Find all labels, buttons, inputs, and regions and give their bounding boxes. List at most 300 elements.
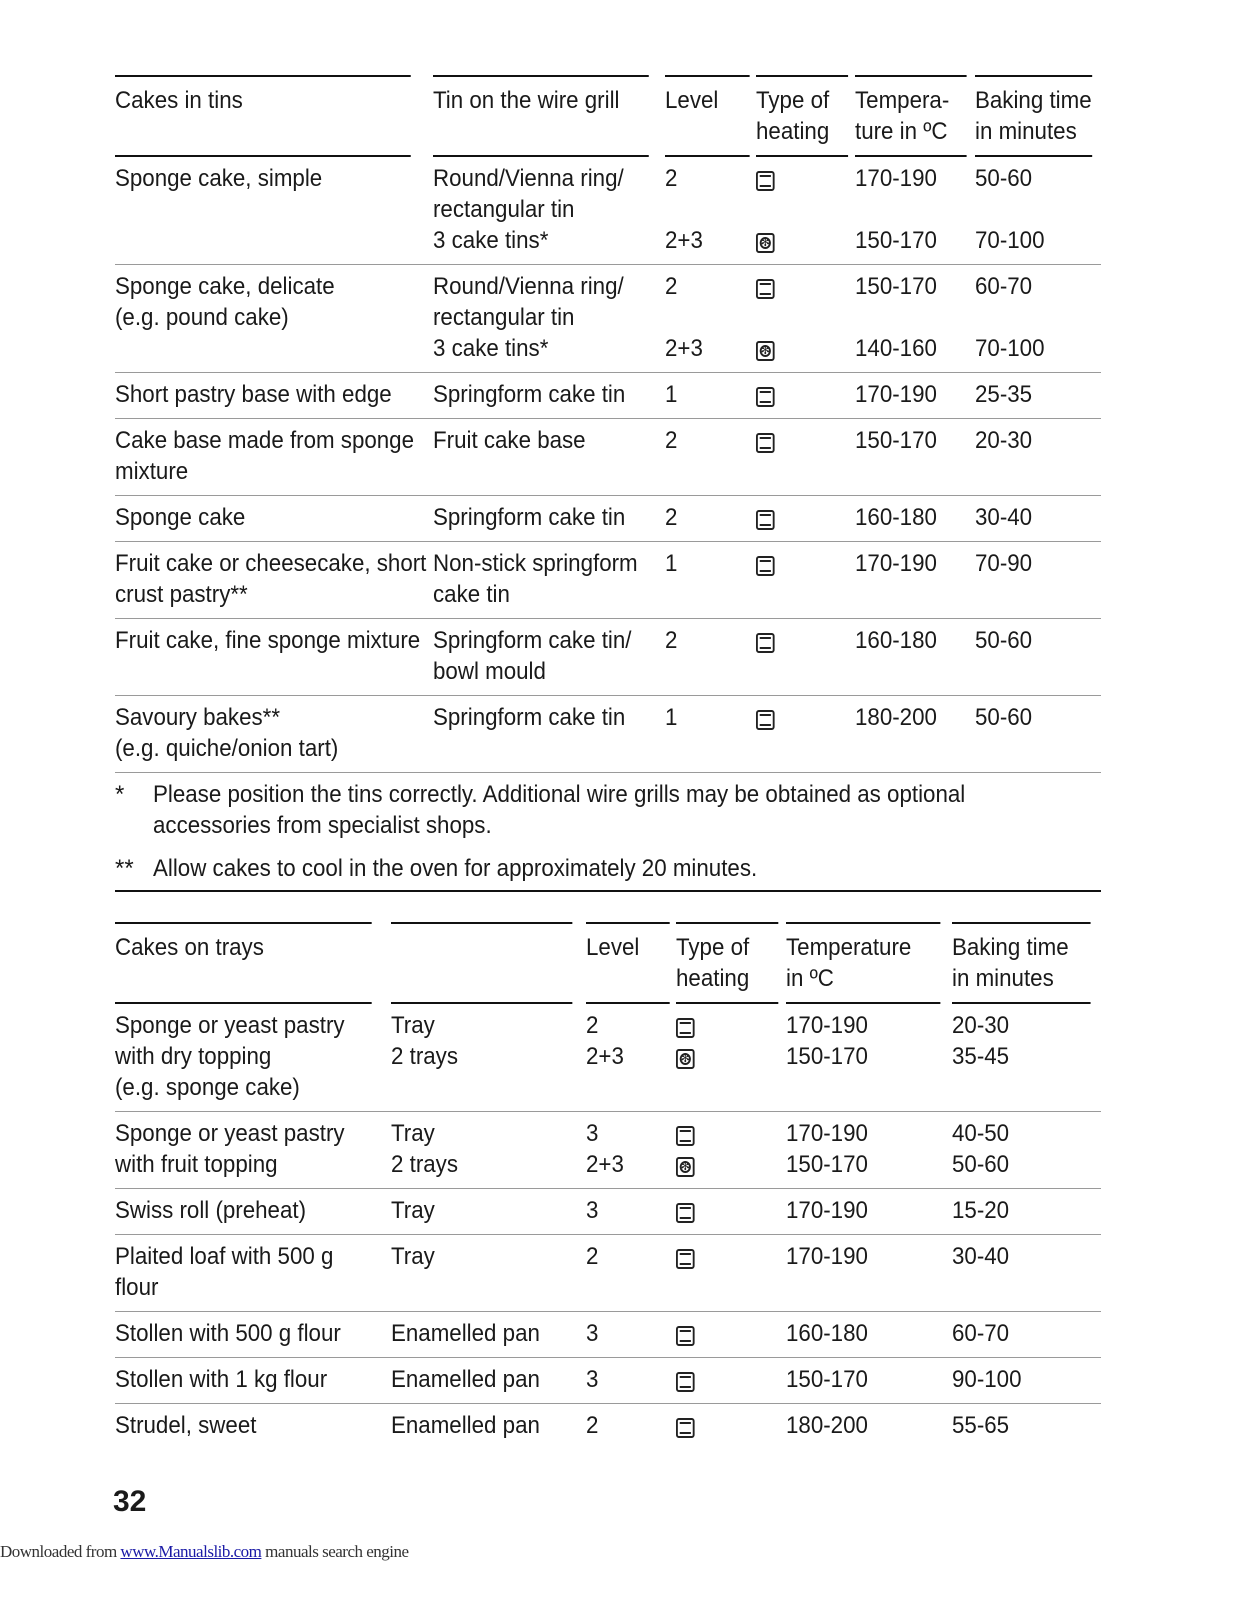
cell-text [115, 656, 411, 687]
heating-mode-slot [676, 1272, 778, 1303]
column-header [586, 922, 670, 1004]
heating-mode-slot [676, 1318, 778, 1349]
cell-content [756, 271, 848, 364]
cell-content [433, 379, 649, 410]
cell-text [115, 225, 411, 256]
cell-temp [855, 419, 975, 496]
cell-text: Plaited loaf with 500 g [115, 1243, 334, 1270]
cell-text: 160-180 [855, 627, 937, 654]
cell-text [786, 1072, 940, 1103]
cell-text: 1 [665, 704, 678, 731]
cell-dish [115, 496, 433, 542]
heating-mode-slot [756, 333, 848, 364]
cell-text: Tray [391, 1243, 435, 1270]
cell-content [855, 379, 967, 410]
table-row [115, 1404, 1101, 1449]
cell-text [665, 456, 750, 487]
table-row [115, 1358, 1101, 1404]
cell-text: 40-50 [952, 1120, 1010, 1147]
cell-text [855, 194, 967, 225]
hot-air-icon [756, 233, 775, 253]
cell-text: Enamelled pan [391, 1320, 540, 1347]
cell-text [975, 656, 1092, 687]
hot-air-icon [756, 341, 775, 361]
cell-text: Short pastry base with edge [115, 381, 392, 408]
cell-content [952, 1010, 1091, 1103]
cell-content [433, 163, 649, 256]
header-text: in minutes [975, 118, 1077, 145]
cell-temp [855, 496, 975, 542]
cell-text: with dry topping [115, 1043, 272, 1070]
cell-content [676, 1118, 778, 1180]
cell-text: 50-60 [975, 627, 1033, 654]
cell-temp [786, 1358, 952, 1404]
cell-content [786, 1318, 940, 1349]
cell-text: bowl mould [433, 658, 546, 685]
footnote [115, 853, 1101, 884]
footnote [115, 779, 1101, 841]
cell-heating [756, 696, 855, 772]
cell-content [676, 1241, 778, 1303]
column-header [786, 922, 940, 1004]
cell-tin [433, 496, 665, 542]
cell-heating [756, 157, 855, 265]
cell-heating [756, 542, 855, 619]
cell-content [952, 1318, 1091, 1349]
cell-content [391, 1010, 572, 1103]
cell-text: Round/Vienna ring/ [433, 273, 624, 300]
cell-text: 3 [586, 1320, 599, 1347]
top-bottom-heat-icon [676, 1203, 695, 1223]
cell-content [586, 1410, 670, 1441]
cell-content [586, 1318, 670, 1349]
cell-content [665, 425, 750, 487]
footnote-mark: ** [115, 855, 134, 882]
cell-content [391, 1318, 572, 1349]
header-text: in minutes [952, 965, 1054, 992]
cell-text [586, 1072, 670, 1103]
cell-text: 170-190 [786, 1243, 868, 1270]
cell-text: 170-190 [855, 381, 937, 408]
cell-dish [115, 1189, 391, 1235]
cell-tray [391, 1404, 586, 1449]
heating-mode-slot [676, 1010, 778, 1041]
cell-content [115, 379, 411, 410]
heating-mode-slot [676, 1149, 778, 1180]
table-row [115, 496, 1101, 542]
cell-text: Swiss roll (preheat) [115, 1197, 307, 1224]
cell-content [433, 502, 649, 533]
cell-text: 1 [665, 550, 678, 577]
cell-time [952, 1189, 1101, 1235]
header-text: Tempera- [855, 87, 950, 114]
column-header [665, 75, 750, 157]
table-header-row [115, 922, 1101, 1004]
cell-level [665, 496, 756, 542]
cell-heating [756, 619, 855, 696]
cell-time [975, 157, 1101, 265]
cell-temp [786, 1312, 952, 1358]
column-header [756, 75, 848, 157]
cell-text [433, 733, 649, 764]
column-header [391, 922, 572, 1004]
cell-text: Strudel, sweet [115, 1412, 257, 1439]
cell-dish [115, 1404, 391, 1449]
cell-heating [676, 1112, 786, 1189]
header-text: heating [756, 118, 830, 145]
cell-content [586, 1010, 670, 1103]
cell-text [855, 456, 967, 487]
cell-content [952, 1195, 1091, 1226]
cell-text: 180-200 [786, 1412, 868, 1439]
cell-time [975, 265, 1101, 373]
cell-tray [391, 1358, 586, 1404]
table-row [115, 1312, 1101, 1358]
cell-text: 50-60 [975, 704, 1033, 731]
cell-time [975, 619, 1101, 696]
cell-content [433, 625, 649, 687]
cell-text [952, 1072, 1091, 1103]
heating-mode-slot [676, 1410, 778, 1441]
cell-text [855, 579, 967, 610]
cell-text [391, 1272, 572, 1303]
hot-air-icon [676, 1157, 695, 1177]
page-number: 32 [113, 1485, 147, 1518]
cell-text: flour [115, 1274, 159, 1301]
cell-text: mixture [115, 458, 189, 485]
header-text: Cakes on trays [115, 934, 264, 961]
cell-dish [115, 373, 433, 419]
cell-temp [855, 619, 975, 696]
cell-text: 3 [586, 1120, 599, 1147]
cell-temp [786, 1189, 952, 1235]
cell-temp [855, 157, 975, 265]
cell-text: 30-40 [952, 1243, 1010, 1270]
cell-time [975, 419, 1101, 496]
table-row [115, 1112, 1101, 1189]
cell-level [586, 1358, 676, 1404]
cell-content [975, 425, 1092, 487]
cell-text: 50-60 [952, 1151, 1010, 1178]
cell-content [391, 1364, 572, 1395]
page-content [115, 75, 1101, 1449]
cell-time [975, 373, 1101, 419]
cell-text: 60-70 [952, 1320, 1010, 1347]
cell-heating [676, 1189, 786, 1235]
download-prefix: Downloaded from [0, 1542, 121, 1561]
cell-dish [115, 157, 433, 265]
header-text: ture in ºC [855, 118, 948, 145]
cell-text: 170-190 [855, 165, 937, 192]
cell-content [756, 548, 848, 610]
heating-mode-slot [676, 1195, 778, 1226]
header-text: Tin on the wire grill [433, 87, 620, 114]
cell-text [975, 302, 1092, 333]
cell-text: crust pastry** [115, 581, 248, 608]
cell-text: 140-160 [855, 335, 937, 362]
column-header [975, 75, 1092, 157]
cell-level [665, 265, 756, 373]
table-row [115, 157, 1101, 265]
cell-text: Sponge cake [115, 504, 246, 531]
cell-text: 30-40 [975, 504, 1033, 531]
footnote-text: Allow cakes to cool in the oven for approximately 20 minutes. [153, 855, 758, 882]
cell-tin [433, 265, 665, 373]
cell-temp [786, 1404, 952, 1449]
cell-content [115, 1410, 372, 1441]
cell-text: Fruit cake, fine sponge mixture [115, 627, 421, 654]
cell-content [855, 271, 967, 364]
top-bottom-heat-icon [756, 710, 775, 730]
cell-text: (e.g. quiche/onion tart) [115, 735, 339, 762]
cell-content [665, 379, 750, 410]
cell-level [586, 1112, 676, 1189]
cell-text: with fruit topping [115, 1151, 278, 1178]
cell-time [952, 1235, 1101, 1312]
cell-content [786, 1010, 940, 1103]
cell-text: 150-170 [855, 427, 937, 454]
cell-content [586, 1195, 670, 1226]
heating-mode-slot [756, 425, 848, 456]
cell-text: rectangular tin [433, 304, 575, 331]
column-header [676, 922, 778, 1004]
cell-content [665, 548, 750, 610]
cell-text: 3 cake tins* [433, 335, 549, 362]
cell-dish [115, 1358, 391, 1404]
cell-tin [433, 696, 665, 772]
footnote-text: Please position the tins correctly. Additional wire grills may be obtained as optional accessories from specialist shops. [153, 781, 966, 839]
cell-level [665, 419, 756, 496]
top-bottom-heat-icon [676, 1372, 695, 1392]
cell-content [115, 702, 411, 764]
cell-level [586, 1312, 676, 1358]
cell-text: 70-100 [975, 227, 1045, 254]
hot-air-icon [676, 1049, 695, 1069]
cell-text: 20-30 [952, 1012, 1010, 1039]
cell-heating [756, 265, 855, 373]
cell-content [115, 1195, 372, 1226]
cell-content [756, 379, 848, 410]
cell-text: 70-90 [975, 550, 1033, 577]
heating-mode-slot [756, 225, 848, 256]
cell-content [665, 625, 750, 687]
cell-text: Sponge or yeast pastry [115, 1120, 345, 1147]
header-text: heating [676, 965, 750, 992]
cell-text [975, 579, 1092, 610]
heating-mode-slot [756, 548, 848, 579]
cell-content [676, 1410, 778, 1441]
cell-dish [115, 1004, 391, 1112]
cell-text: 2+3 [586, 1151, 624, 1178]
cell-content [115, 502, 411, 533]
heating-mode-slot [756, 502, 848, 533]
cell-content [391, 1195, 572, 1226]
cell-content [855, 425, 967, 487]
header-text: Level [586, 934, 640, 961]
heating-mode-slot [756, 271, 848, 302]
cell-text [115, 333, 411, 364]
cell-level [586, 1004, 676, 1112]
cell-text: 3 [586, 1197, 599, 1224]
cell-text [952, 1272, 1091, 1303]
cell-text: Tray [391, 1012, 435, 1039]
cell-content [975, 163, 1092, 256]
heating-mode-slot [756, 456, 848, 487]
cell-text [665, 733, 750, 764]
cell-content [391, 1410, 572, 1441]
top-bottom-heat-icon [676, 1249, 695, 1269]
cell-text: 2+3 [665, 227, 703, 254]
cell-content [115, 425, 415, 487]
cell-temp [786, 1112, 952, 1189]
cell-content [391, 1241, 572, 1303]
table-row [115, 696, 1101, 772]
cell-text: 2 [586, 1243, 599, 1270]
cell-heating [756, 496, 855, 542]
cell-text: 180-200 [855, 704, 937, 731]
cell-content [786, 1364, 940, 1395]
download-suffix: manuals search engine [261, 1542, 409, 1561]
cell-content [676, 1010, 778, 1103]
cell-time [975, 542, 1101, 619]
top-bottom-heat-icon [676, 1418, 695, 1438]
cell-content [952, 1118, 1091, 1180]
cell-text: 25-35 [975, 381, 1033, 408]
header-text: Baking time [975, 87, 1092, 114]
cell-text: Springform cake tin [433, 704, 626, 731]
cell-level [665, 157, 756, 265]
cell-content [391, 1118, 572, 1180]
cell-content [115, 1241, 372, 1303]
cell-content [786, 1195, 940, 1226]
cell-text: 160-180 [786, 1320, 868, 1347]
column-header [115, 75, 411, 157]
cell-text [391, 1072, 572, 1103]
heating-mode-slot [756, 579, 848, 610]
heating-mode-slot [676, 1241, 778, 1272]
cell-level [586, 1235, 676, 1312]
cell-text: 2 [665, 627, 678, 654]
cell-time [952, 1112, 1101, 1189]
cell-dish [115, 419, 433, 496]
cell-content [756, 163, 848, 256]
cell-text: rectangular tin [433, 196, 575, 223]
cell-content [665, 502, 750, 533]
cell-content [433, 271, 649, 364]
cell-content [975, 379, 1092, 410]
manualslib-link[interactable]: www.Manualslib.com [120, 1542, 262, 1561]
cell-text: 2 trays [391, 1151, 458, 1178]
cell-content [975, 502, 1092, 533]
top-bottom-heat-icon [756, 171, 775, 191]
cell-text: Round/Vienna ring/ [433, 165, 624, 192]
cell-time [952, 1312, 1101, 1358]
cell-text: Stollen with 1 kg flour [115, 1366, 328, 1393]
cell-level [665, 696, 756, 772]
cell-text: 2 [665, 427, 678, 454]
cell-text: 60-70 [975, 273, 1033, 300]
table-row [115, 1235, 1101, 1312]
header-text: Level [665, 87, 719, 114]
cell-content [433, 425, 649, 487]
cell-heating [756, 373, 855, 419]
cell-content [676, 1195, 778, 1226]
cell-content [855, 502, 967, 533]
table-header-row [115, 75, 1101, 157]
cell-text: Springform cake tin [433, 381, 626, 408]
cell-text [665, 302, 750, 333]
cell-text: 2 [586, 1412, 599, 1439]
cell-temp [855, 542, 975, 619]
top-bottom-heat-icon [756, 633, 775, 653]
top-bottom-heat-icon [676, 1326, 695, 1346]
cell-dish [115, 1112, 391, 1189]
cell-content [952, 1364, 1091, 1395]
cell-heating [756, 419, 855, 496]
cell-content [676, 1364, 778, 1395]
cell-text: Savoury bakes** [115, 704, 281, 731]
header-text: in ºC [786, 965, 834, 992]
cell-dish [115, 1235, 391, 1312]
cell-text: cake tin [433, 581, 510, 608]
cell-text: Tray [391, 1120, 435, 1147]
table-row [115, 419, 1101, 496]
header-text: Type of [676, 934, 750, 961]
heating-mode-slot [756, 163, 848, 194]
cell-text: 2 [665, 504, 678, 531]
cell-text: Sponge or yeast pastry [115, 1012, 345, 1039]
cell-level [586, 1404, 676, 1449]
cell-time [975, 696, 1101, 772]
cell-text: 170-190 [786, 1197, 868, 1224]
cell-content [975, 702, 1092, 764]
cell-heating [676, 1235, 786, 1312]
cell-text [665, 579, 750, 610]
cell-content [665, 271, 750, 364]
top-bottom-heat-icon [756, 279, 775, 299]
cell-content [433, 548, 649, 610]
cell-content [115, 271, 411, 364]
column-header [855, 75, 967, 157]
cakes-on-trays-table [115, 922, 1101, 1449]
cell-text: 35-45 [952, 1043, 1010, 1070]
cell-text: 170-190 [786, 1012, 868, 1039]
header-text: Baking time [952, 934, 1069, 961]
cell-content [952, 1410, 1091, 1441]
cell-dish [115, 542, 433, 619]
top-bottom-heat-icon [676, 1018, 695, 1038]
top-bottom-heat-icon [756, 387, 775, 407]
cell-text [586, 1272, 670, 1303]
top-bottom-heat-icon [676, 1126, 695, 1146]
table-row [115, 1189, 1101, 1235]
cell-tray [391, 1235, 586, 1312]
cell-dish [115, 619, 433, 696]
top-bottom-heat-icon [756, 556, 775, 576]
cell-content [665, 163, 750, 256]
cell-text: 3 cake tins* [433, 227, 549, 254]
cell-text: Enamelled pan [391, 1412, 540, 1439]
cell-content [786, 1241, 940, 1303]
heating-mode-slot [676, 1072, 778, 1103]
cell-content [756, 702, 848, 764]
cell-text: 150-170 [855, 273, 937, 300]
cell-temp [855, 696, 975, 772]
cell-text: 2+3 [665, 335, 703, 362]
footnotes [115, 772, 1101, 892]
cell-content [115, 1364, 372, 1395]
column-header [115, 922, 372, 1004]
